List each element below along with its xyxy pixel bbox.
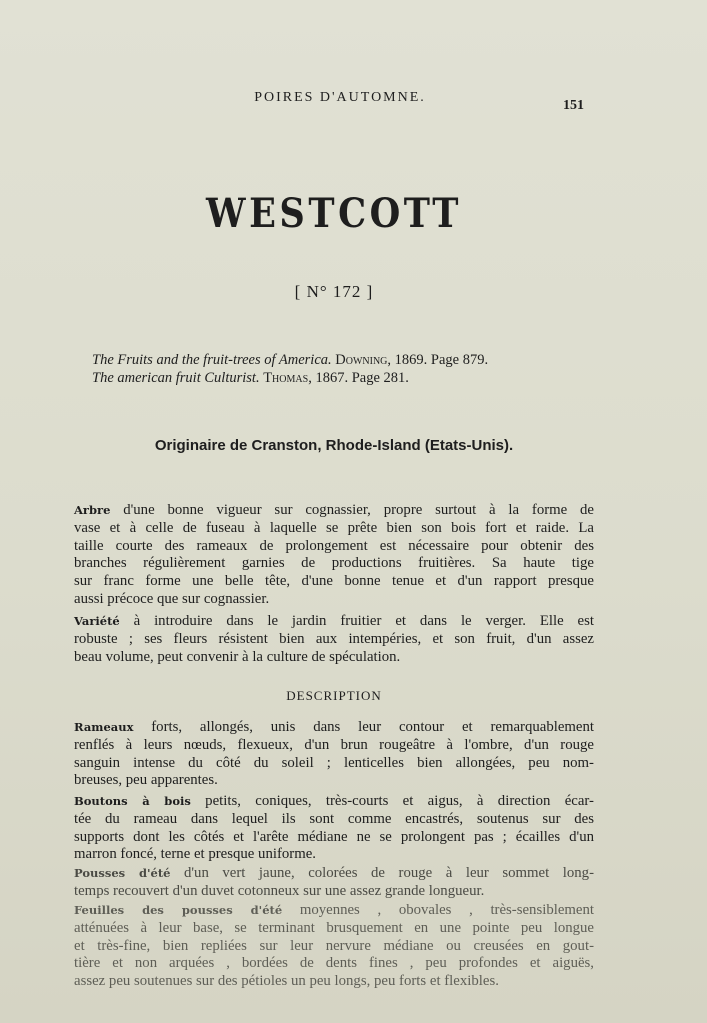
paragraph-line: beau volume, peut convenir à la culture de spéculation. <box>74 648 401 665</box>
paragraph-line: et très-fine, bien repliées sur leur nervure médiane ou creusées en gout- <box>74 937 594 954</box>
paragraph-line: assez peu soutenues sur des pétioles un peu longs, peu forts et flexibles. <box>74 973 499 990</box>
description-heading: DESCRIPTION <box>286 688 382 703</box>
paragraph-rameaux <box>74 719 594 790</box>
reference-details: , 1867. Page 281. <box>308 370 409 386</box>
paragraph-lead: Rameaux <box>74 720 134 734</box>
paragraph-line: robuste ; ses fleurs résistent bien aux intempéries, et son fruit, d'un assez <box>74 630 594 647</box>
paragraph-line: sanguin intense du côté du soleil ; lenticelles bien allongées, peu nom- <box>74 754 594 771</box>
paragraph-line: Arbre d'une bonne vigueur sur cognassier, propre surtout à la forme de <box>74 502 594 518</box>
paragraph-lead: Variété <box>74 614 120 628</box>
paragraph-line: renflés à leurs nœuds, flexueux, d'un brun rougeâtre à l'ombre, d'un rouge <box>74 736 594 753</box>
paragraph-line: marron foncé, terne et presque uniforme. <box>74 846 316 863</box>
reference-author: Thomas <box>263 370 309 386</box>
reference-work: The american fruit Culturist. <box>92 370 260 386</box>
paragraph-lead: Arbre <box>74 503 111 517</box>
reference-work: The Fruits and the fruit-trees of America. <box>92 352 332 368</box>
reference-details: , 1869. Page 879. <box>387 352 489 368</box>
paragraph-line: supports dont les côtés et l'arête médiane ne se prolongent pas ; écailles d'un <box>74 828 594 845</box>
paragraph-arbre <box>74 502 594 609</box>
paragraph-boutons <box>74 793 594 864</box>
paragraph-line: branches régulièrement garnies de productions fruitières. Sa haute tige <box>74 555 594 572</box>
paragraph-variete <box>74 613 594 666</box>
paragraph-line: atténuées à leur base, se terminant brusquement en une pointe peu longue <box>74 919 594 936</box>
paragraph-lead: Boutons à bois <box>74 794 191 808</box>
variety-title: WESTCOTT <box>206 190 462 237</box>
variety-number: [ N° 172 ] <box>294 282 374 301</box>
paragraph-line: Rameaux forts, allongés, unis dans leur contour et remarquablement <box>74 719 594 735</box>
page-number: 151 <box>563 98 584 113</box>
paragraph-line: breuses, peu apparentes. <box>74 772 218 789</box>
reference-1 <box>92 351 572 369</box>
reference-2 <box>92 369 572 387</box>
paragraph-line: taille courte des rameaux de prolongement est nécessaire pour obtenir des <box>74 537 594 554</box>
paragraph-line: Variété à introduire dans le jardin fruitier et dans le verger. Elle est <box>74 613 594 629</box>
bibliographic-references <box>92 351 572 387</box>
paragraph-lead: Feuilles des pousses d'été <box>74 903 283 917</box>
paragraph-line: temps recouvert d'un duvet cotonneux sur une assez grande longueur. <box>74 882 485 899</box>
paragraph-line: tée du rameau dans lequel ils sont comme encastrés, soutenus sur des <box>74 810 594 827</box>
paragraph-feuilles <box>74 902 594 991</box>
running-head: POIRES D'AUTOMNE. <box>254 90 426 105</box>
paragraph-pousses <box>74 865 594 901</box>
paragraph-line: aussi précoce que sur cognassier. <box>74 590 270 607</box>
origin-line: Originaire de Cranston, Rhode-Island (Etats-Unis). <box>154 437 514 454</box>
paragraph-line: Boutons à bois petits, coniques, très-courts et aigus, à direction écar- <box>74 793 594 809</box>
paragraph-line: Pousses d'été d'un vert jaune, colorées de rouge à leur sommet long- <box>74 865 594 881</box>
paragraph-line: Feuilles des pousses d'été moyennes , obovales , très-sensiblement <box>74 902 594 918</box>
reference-author: Downing <box>335 352 388 368</box>
paragraph-line: vase et à celle de fuseau à laquelle se prête bien son bois fort et raide. La <box>74 519 594 536</box>
paragraph-lead: Pousses d'été <box>74 866 171 880</box>
paragraph-line: sur franc forme une belle tête, d'une bonne tenue et d'un rapport presque <box>74 573 594 590</box>
paragraph-line: tière et non arquées , bordées de dents fines , peu profondes et aiguës, <box>74 955 594 972</box>
